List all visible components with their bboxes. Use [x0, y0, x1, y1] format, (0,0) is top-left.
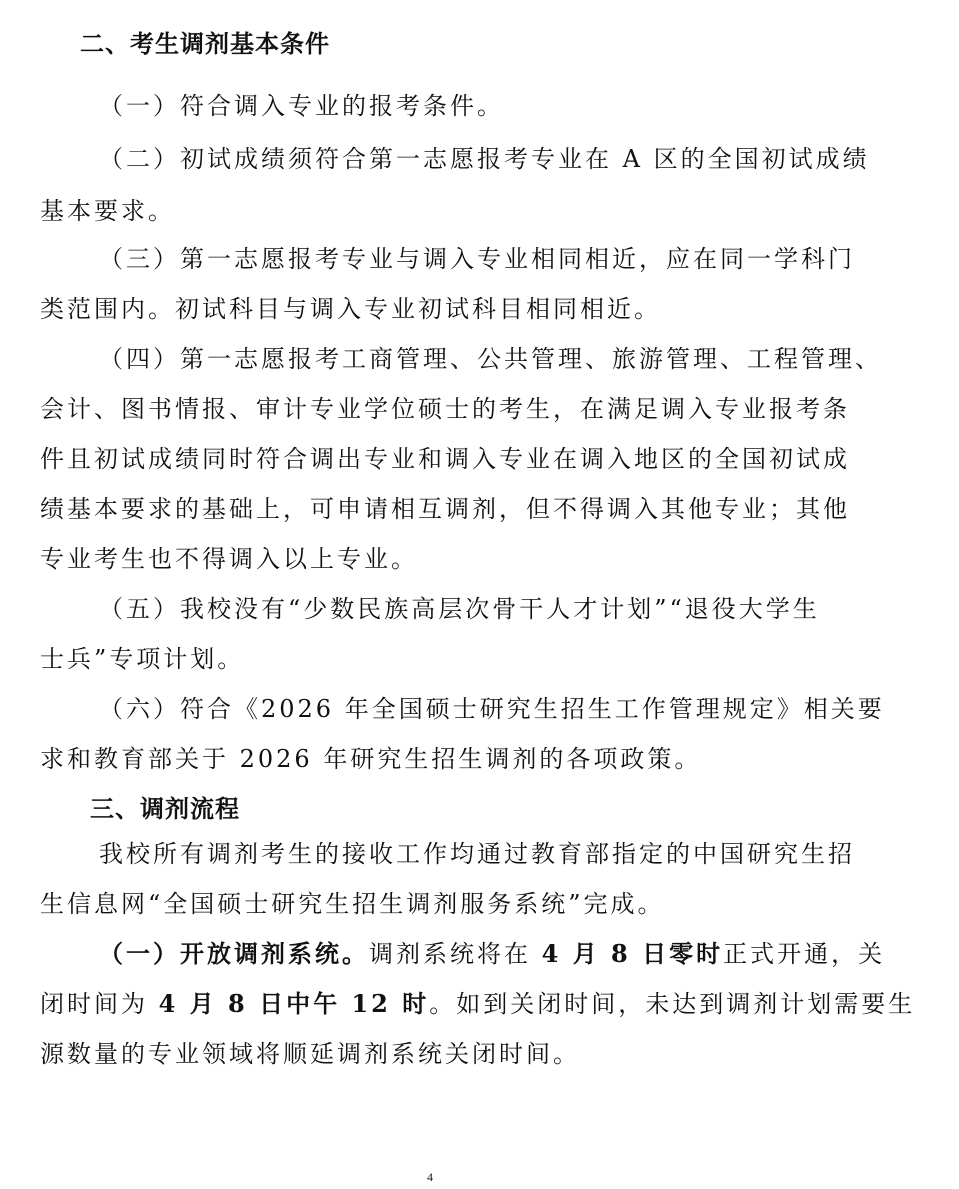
condition-item-5-line-2: 士兵”专项计划。	[40, 645, 245, 673]
condition-item-4-line-2: 会计、图书情报、审计专业学位硕士的考生，在满足调入专业报考条	[40, 395, 850, 423]
process-item-1-text-a: 调剂系统将在	[369, 940, 542, 968]
condition-item-4-line-3: 件且初试成绩同时符合调出专业和调入专业在调入地区的全国初试成	[40, 445, 850, 473]
process-item-1-line-1	[0, 938, 959, 970]
section-heading-conditions: 二、考生调剂基本条件	[80, 30, 330, 58]
condition-item-6-line-1: （六）符合《2026 年全国硕士研究生招生工作管理规定》相关要	[99, 695, 885, 723]
process-item-1-text-c: 闭时间为	[40, 990, 159, 1018]
condition-item-5-line-1: （五）我校没有“少数民族高层次骨干人才计划”“退役大学生	[99, 595, 820, 623]
condition-item-4-line-4: 绩基本要求的基础上，可申请相互调剂，但不得调入其他专业；其他	[40, 495, 850, 523]
process-item-1-text-b: 正式开通，关	[723, 940, 886, 968]
open-time: 4 月 8 日零时	[541, 939, 724, 968]
condition-item-2-line-1: （二）初试成绩须符合第一志愿报考专业在 A 区的全国初试成绩	[99, 145, 870, 173]
condition-item-3-line-1: （三）第一志愿报考专业与调入专业相同相近，应在同一学科门	[99, 245, 855, 273]
condition-item-3-line-2: 类范围内。初试科目与调入专业初试科目相同相近。	[40, 295, 661, 323]
process-item-1-text-d: 。如到关闭时间，未达到调剂计划需要生	[429, 990, 916, 1018]
process-item-1-line-3: 源数量的专业领域将顺延调剂系统关闭时间。	[40, 1040, 580, 1068]
condition-item-1-line-1: （一）符合调入专业的报考条件。	[99, 92, 504, 120]
condition-item-4-line-5: 专业考生也不得调入以上专业。	[40, 545, 418, 573]
close-time: 4 月 8 日中午 12 时	[158, 989, 430, 1018]
condition-item-2-line-2: 基本要求。	[40, 197, 175, 225]
process-intro-line-2: 生信息网“全国硕士研究生招生调剂服务系统”完成。	[40, 890, 665, 918]
condition-item-6-line-2: 求和教育部关于 2026 年研究生招生调剂的各项政策。	[40, 745, 702, 773]
section-heading-process: 三、调剂流程	[90, 795, 240, 823]
process-item-1-line-2	[0, 988, 916, 1020]
process-item-1-title: （一）开放调剂系统。	[99, 939, 369, 968]
page-number: 4	[427, 1170, 433, 1184]
process-intro-line-1: 我校所有调剂考生的接收工作均通过教育部指定的中国研究生招	[99, 840, 855, 868]
condition-item-4-line-1: （四）第一志愿报考工商管理、公共管理、旅游管理、工程管理、	[99, 345, 882, 373]
